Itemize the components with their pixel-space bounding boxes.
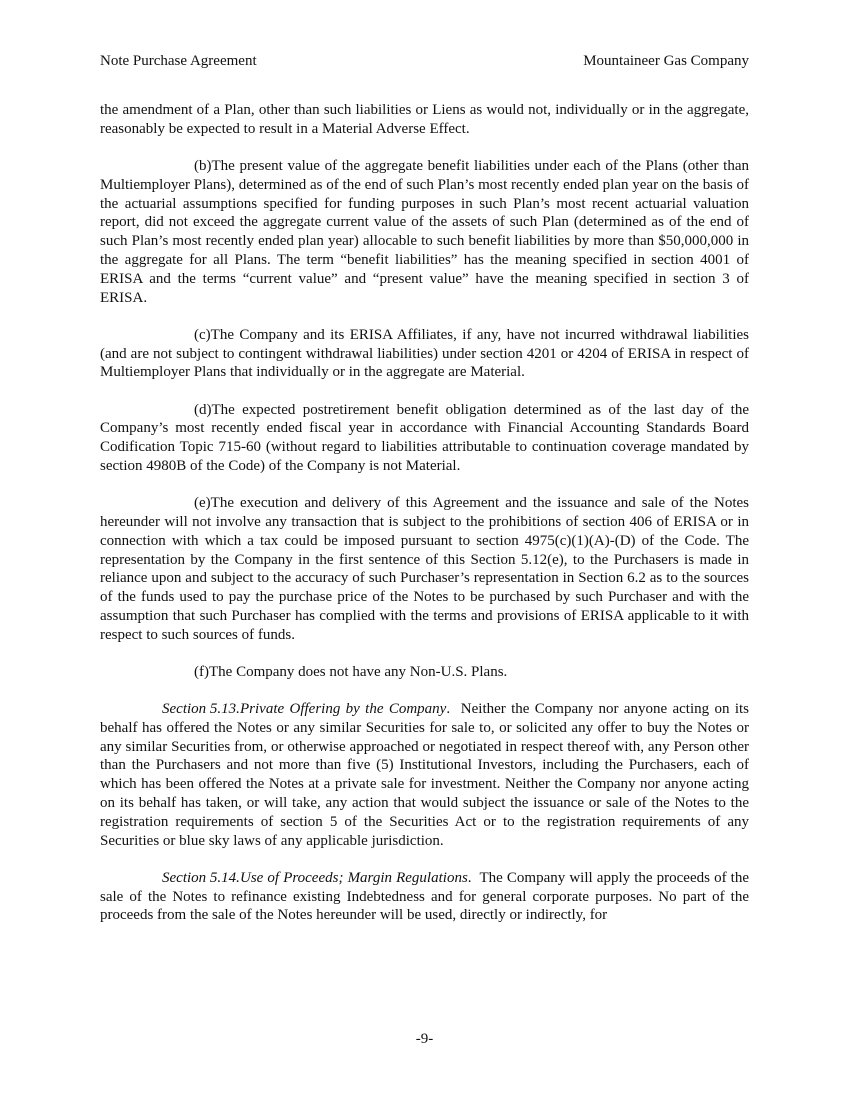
paragraph-label: (e) — [194, 495, 211, 512]
document-page — [100, 0, 749, 1100]
section-number: Section 5.13. — [162, 701, 240, 718]
paragraph-continuation: the amendment of a Plan, other than such liabilities or Liens as would not, individually or in the aggregate, reasonably be expected to result in a Material Adverse Effect. — [100, 102, 749, 137]
paragraph-label: (d) — [194, 401, 212, 418]
header-document-title: Note Purchase Agreement — [100, 53, 257, 69]
section-heading-period: . — [467, 869, 480, 886]
paragraph-e — [100, 494, 749, 644]
section-heading: Use of Proceeds; Margin Regulations — [240, 869, 468, 886]
section-number: Section 5.14. — [162, 869, 240, 886]
paragraph-text: The present value of the aggregate benefit liabilities under each of the Plans (other than Multiemployer Plans), determined as of the end of such Plan’s most recently ended plan year on the basis of the actuarial assumptions specified for funding purposes in such Plan’s most recent actuarial valuation report, did not exceed the aggregate current value of the assets of such Plan (determined as of the end of such Plan’s most recently ended plan year) allocable to such benefit liabilities by more than $50,000,000 in the aggregate for all Plans. The term “benefit liabilities” has the meaning specified in section 4001 of ERISA and the terms “current value” and “present value” have the meaning specified in section 3 of ERISA. — [100, 157, 749, 306]
paragraph-text: The execution and delivery of this Agreement and the issuance and sale of the Notes hereunder will not involve any transaction that is subject to the prohibitions of section 406 of ERISA or in connection with which a tax could be imposed pursuant to section 4975(c)(1)(A)-(D) of the Code. The representation by the Company in the first sentence of this Section 5.12(e), to the Purchasers is made in reliance upon and subject to the accuracy of such Purchaser’s representation in Section 6.2 as to the sources of the funds used to pay the purchase price of the Notes to be purchased by such Purchaser and with the assumption that such Purchaser has complied with the terms and provisions of ERISA applicable to it with respect to such sources of funds. — [100, 495, 749, 643]
paragraph-text: The Company does not have any Non-U.S. Plans. — [209, 663, 508, 680]
page-number: -9- — [415, 1031, 434, 1047]
paragraph-text: The expected postretirement benefit obligation determined as of the last day of the Company’s most recently ended fiscal year in accordance with Financial Accounting Standards Board Codification Topic 715-60 (without regard to liabilities attributable to continuation coverage mandated by section 4980B of the Code) of the Company is not Material. — [100, 401, 749, 474]
section-heading-period: . — [446, 701, 461, 718]
section-heading: Private Offering by the Company — [240, 701, 447, 718]
paragraph-b — [100, 157, 749, 307]
document-body — [100, 101, 749, 944]
paragraph-c — [100, 326, 749, 382]
section-text: The Company will apply the proceeds of the sale of the Notes to refinance existing Indebtedness and for general corporate purposes. No part of the proceeds from the sale of the Notes hereunder will be used, directly or indirectly, for — [100, 869, 749, 924]
section-text: Neither the Company nor anyone acting on its behalf has offered the Notes or any similar Securities for sale to, or solicited any offer to buy the Notes or any similar Securities from, or otherwise approached or negotiated in respect thereof with, any Person other than the Purchasers and not more than five (5) Institutional Investors, including the Purchasers, each of which has been offered the Notes at a private sale for investment. Neither the Company nor anyone acting on its behalf has taken, or will take, any action that would subject the issuance or sale of the Notes to the registration requirements of section 5 of the Securities Act or to the registration requirements of any Securities or blue sky laws of any applicable jurisdiction. — [100, 701, 749, 849]
paragraph-label: (c) — [194, 326, 211, 343]
section-5-13 — [100, 700, 749, 850]
paragraph-d — [100, 401, 749, 476]
paragraph-label: (b) — [194, 157, 212, 174]
header-company-name: Mountaineer Gas Company — [583, 53, 749, 69]
paragraph-text: The Company and its ERISA Affiliates, if any, have not incurred withdrawal liabilities (and are not subject to contingent withdrawal liabilities) under section 4201 or 4204 of ERISA in respect of Multiemployer Plans that individually or in the aggregate are Material. — [100, 326, 749, 381]
section-5-14 — [100, 869, 749, 925]
paragraph-label: (f) — [194, 663, 209, 680]
paragraph-f — [100, 663, 749, 682]
